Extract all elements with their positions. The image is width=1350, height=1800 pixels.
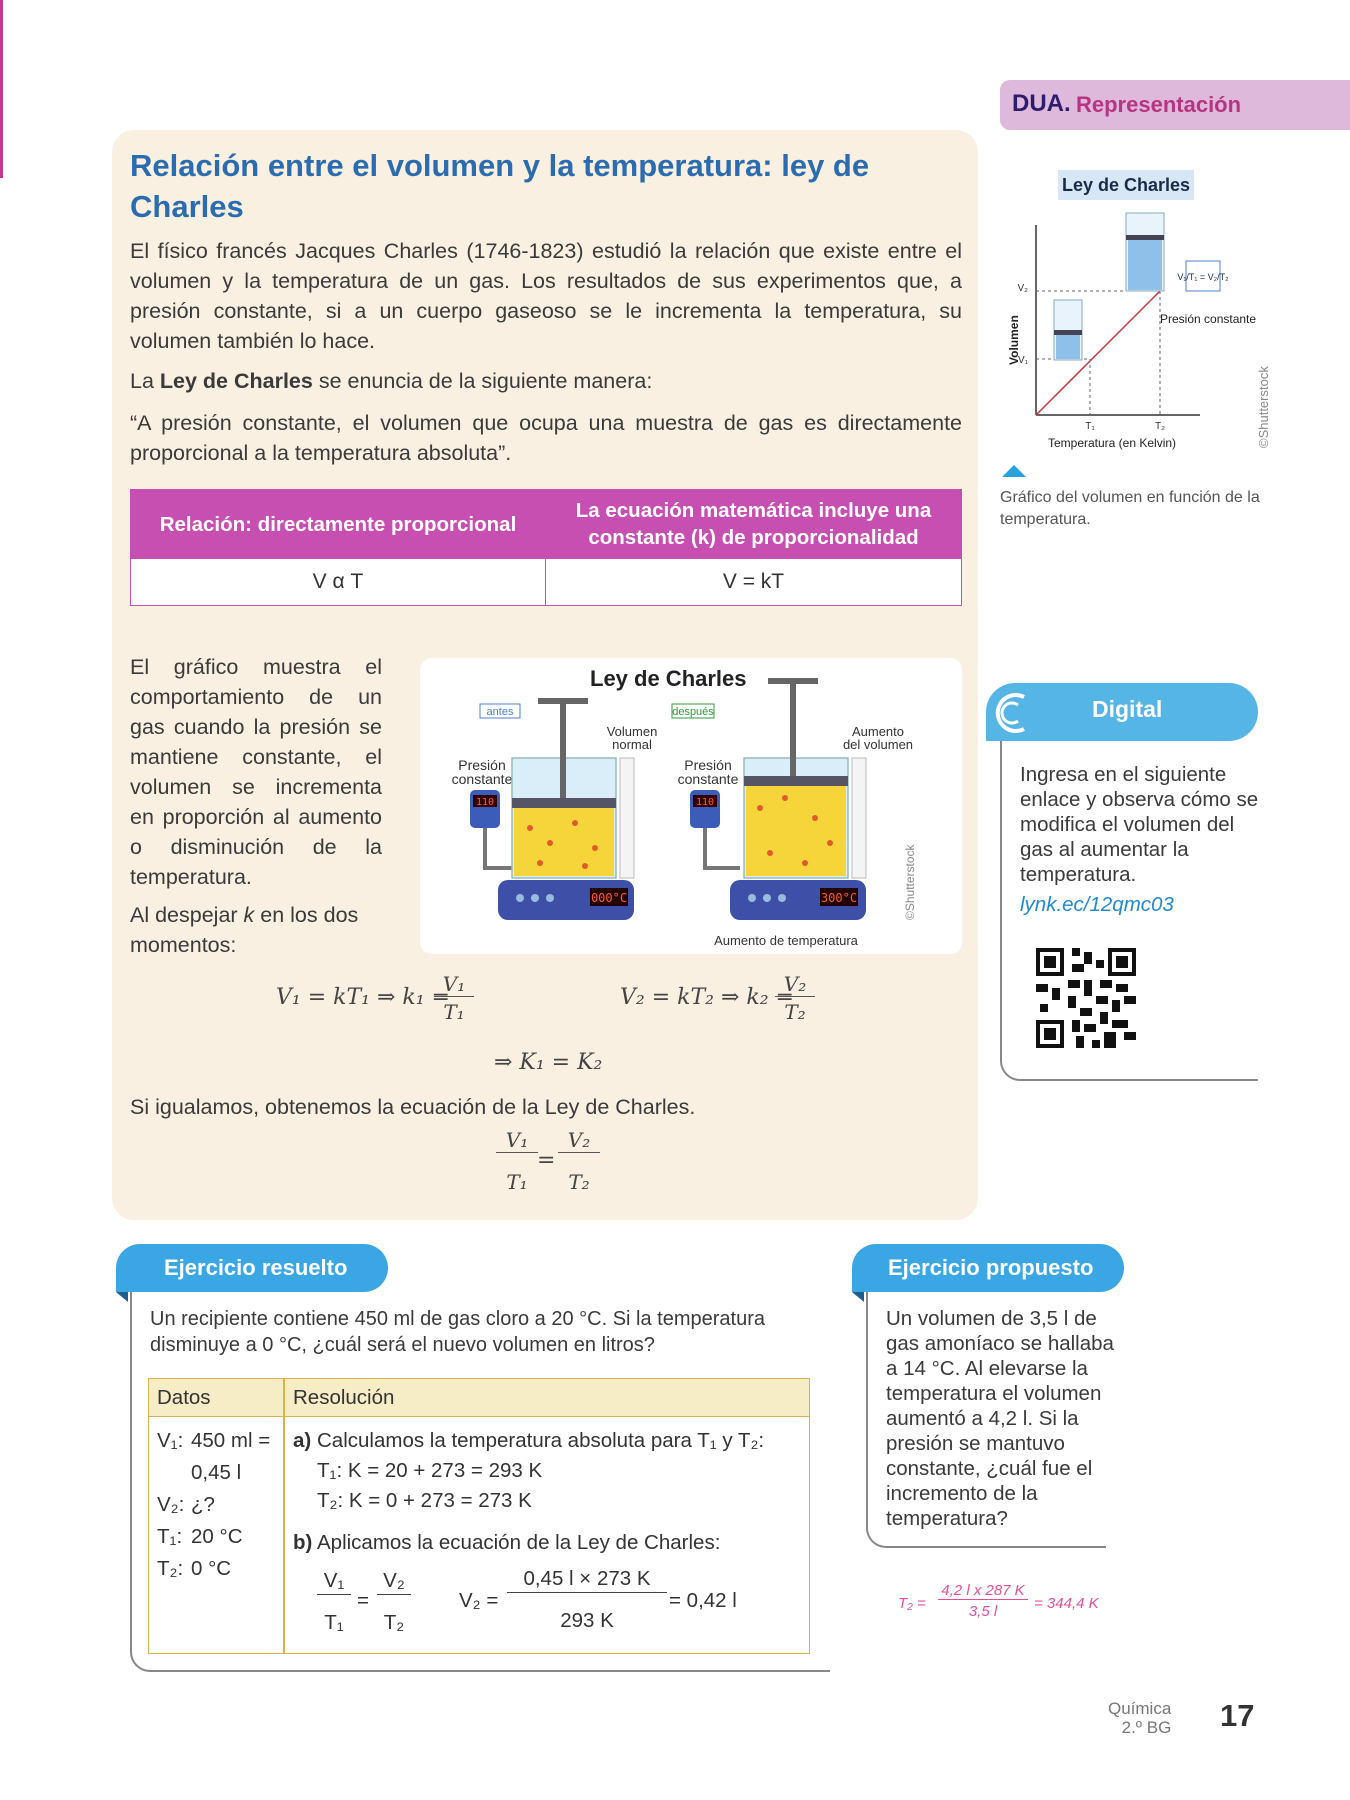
equalize-text: Si igualamos, obtenemos la ecuación de la Ley de Charles. <box>130 1095 696 1119</box>
solve-text: Al despejar k en los dos momentos: <box>130 903 359 957</box>
step-a-label: a) <box>293 1429 312 1452</box>
step-a1: T₁: K = 20 + 273 = 293 K <box>317 1459 543 1482</box>
col-datos: Datos <box>157 1386 211 1409</box>
step-b-label: b) <box>293 1531 313 1554</box>
data-v2-label: V₂: <box>157 1493 185 1516</box>
intro-paragraph: El físico francés Jacques Charles (1746-1823) estudió la relación que existe entre el volumen y la temperatura de un gas. Los resultados de sus experimentos que, a presión constante, si a un cuerpo gaseoso se le incrementa la temperatura, su volumen también lo hace. <box>130 239 962 353</box>
graph-description: El gráfico muestra el comportamiento de un gas cuando la presión se mantiene constante, el volumen se incrementa en proporción al aumento o disminución de la temperatura. <box>130 655 382 889</box>
relation-header-2: La ecuación matemática incluye una constante (k) de proporcionalidad <box>546 490 962 559</box>
step-b-text: Aplicamos la ecuación de la Ley de Charles: <box>317 1531 721 1554</box>
vol-up-a: Aumento <box>851 724 905 739</box>
law-statement-intro: La Ley de Charles se enuncia de la siguiente manera: <box>130 369 653 393</box>
data-t1-label: T₁: <box>157 1525 183 1548</box>
final-equals: = <box>537 1148 556 1173</box>
final-den-2: T₂ <box>568 1170 590 1194</box>
frac-t1: T₁ <box>324 1611 344 1634</box>
piston-2 <box>744 776 848 786</box>
dua-graph-ylabel: Volumen <box>1007 315 1021 365</box>
before-label: antes <box>486 706 514 718</box>
proposed-exercise-statement: Un volumen de 3,5 l de gas amoníaco se hallaba a 14 °C. Al elevarse la temperatura el volumen aumentó a 4,2 l. Si la presión se mantuvo constante, ¿cuál fue el incremento de la temperatura? <box>886 1307 1114 1530</box>
law-quote: “A presión constante, el volumen que ocupa una muestra de gas es directamente proporcional a la temperatura absoluta”. <box>130 411 962 465</box>
dua-graph-xlabel: Temperatura (en Kelvin) <box>1047 436 1177 450</box>
solved-exercise-title: Ejercicio resuelto <box>164 1255 348 1280</box>
gauge-2-value: 110 <box>695 797 715 808</box>
dua-caption: Gráfico del volumen en función de la temperatura. <box>1000 489 1260 528</box>
eq2-num: V₂ <box>775 972 815 997</box>
piston-1 <box>512 798 616 808</box>
temp-1-value: 000°C <box>590 891 628 905</box>
gas-2 <box>746 786 846 876</box>
digital-header <box>986 683 1258 741</box>
dua-graph-formula: V₁/T₁ = V₂/T₂ <box>1177 272 1229 282</box>
dua-label: Representación <box>1076 92 1242 117</box>
pressure-label-2a: Presión <box>684 757 732 773</box>
digital-title: Digital <box>1092 696 1163 722</box>
eq2-den: T₂ <box>784 1000 806 1024</box>
data-resolution-table <box>148 1378 810 1654</box>
gauge-1-value: 110 <box>475 797 495 808</box>
data-t2-value: 0 °C <box>191 1557 232 1580</box>
dua-graph-t1: T₁ <box>1085 421 1095 432</box>
answer-result: = 344,4 K <box>1034 1595 1099 1612</box>
eq1-num: V₁ <box>434 972 474 997</box>
result-value: = 0,42 l <box>669 1589 737 1612</box>
dua-graph-title: Ley de Charles <box>1061 175 1191 195</box>
section-title: Relación entre el volumen y la temperatura: ley de Charles <box>130 148 870 224</box>
illus-title: Ley de Charles <box>590 666 747 691</box>
qr-code-icon[interactable] <box>1036 948 1136 1048</box>
frac-t2: T₂ <box>383 1611 405 1634</box>
dua-graph <box>1000 165 1270 465</box>
result-num: 0,45 l × 273 K <box>507 1565 667 1593</box>
gas-1 <box>514 808 614 876</box>
caption-triangle-icon <box>1002 465 1026 477</box>
digital-link[interactable]: lynk.ec/12qmc03 <box>1020 893 1174 916</box>
temp-2-value: 300°C <box>820 891 858 905</box>
screw-1 <box>560 700 566 798</box>
relation-header-1: Relación: directamente proporcional <box>131 490 546 559</box>
digital-c-icon <box>990 691 1030 735</box>
dua-graph-v2: V₂ <box>1017 283 1028 294</box>
eq1-left: V₁ = kT₁ ⇒ k₁ = <box>276 985 450 1010</box>
digital-text: Ingresa en el siguiente enlace y observa cómo se modifica el volumen del gas al aumentar la temperatura. <box>1020 763 1259 886</box>
data-table-header <box>149 1379 809 1417</box>
dua-tab <box>1000 80 1350 130</box>
data-t2-label: T₂: <box>157 1557 184 1580</box>
proposed-exercise-tab <box>852 1244 1124 1292</box>
answer-den: 3,5 l <box>968 1603 998 1620</box>
vol-up-b: del volumen <box>842 737 914 752</box>
proposed-exercise-title: Ejercicio propuesto <box>888 1255 1094 1280</box>
result-den: 293 K <box>560 1609 614 1632</box>
dua-credit: ©Shutterstock <box>1256 366 1271 448</box>
result-left: V₂ = <box>459 1589 499 1612</box>
step-a2: T₂: K = 0 + 273 = 273 K <box>317 1489 532 1512</box>
data-v1-value2: 0,45 l <box>191 1461 242 1484</box>
final-den-1: T₁ <box>506 1170 528 1194</box>
eq3: ⇒ K₁ = K₂ <box>494 1050 603 1075</box>
data-table-divider <box>283 1379 285 1653</box>
eq1-den: T₁ <box>443 1000 465 1024</box>
final-num-1: V₁ <box>496 1128 538 1153</box>
dua-graph-svg <box>1000 165 1270 465</box>
pressure-label-1a: Presión <box>458 757 506 773</box>
answer-num: 4,2 l x 287 K <box>938 1582 1028 1600</box>
screw-2 <box>790 680 796 776</box>
eq2-left: V₂ = kT₂ ⇒ k₂ = <box>620 985 794 1010</box>
dua-graph-t2: T₂ <box>1155 421 1165 432</box>
pressure-label-2b: constante <box>677 771 739 787</box>
frac-v2: V₂ <box>377 1567 411 1595</box>
answer-left: T₂ = <box>898 1595 926 1612</box>
relation-cell-1: V α T <box>131 559 546 606</box>
relation-table <box>130 489 962 606</box>
dua-graph-pressure: Presión constante <box>1160 312 1257 326</box>
relation-cell-2: V = kT <box>546 559 962 606</box>
data-v2-value: ¿? <box>191 1493 215 1516</box>
col-resolucion: Resolución <box>293 1386 395 1409</box>
data-v1-label: V₁: <box>157 1429 184 1452</box>
charles-law-illustration <box>420 658 962 954</box>
solved-exercise-statement: Un recipiente contiene 450 ml de gas cloro a 20 °C. Si la temperatura disminuye a 0 °C, ¿cuál será el nuevo volumen en litros? <box>150 1308 765 1356</box>
footer-subject: Química 2.º BG <box>1108 1699 1172 1737</box>
illustration-svg <box>420 658 962 954</box>
step-a-text: Calculamos la temperatura absoluta para T₁ y T₂: <box>317 1429 765 1452</box>
dua-graph-v1: V₁ <box>1017 355 1028 366</box>
after-label: después <box>672 706 714 718</box>
temp-increase-label: Aumento de temperatura <box>714 933 858 948</box>
vol-normal-a: Volumen <box>606 724 658 739</box>
final-num-2: V₂ <box>558 1128 600 1153</box>
data-v1-value: 450 ml = <box>191 1429 271 1452</box>
dua-bold: DUA. <box>1012 90 1071 117</box>
left-accent-bar <box>0 0 3 178</box>
frac-equals: = <box>357 1589 369 1612</box>
frac-v1: V₁ <box>317 1567 351 1595</box>
pressure-label-1b: constante <box>451 771 513 787</box>
page-number: 17 <box>1220 1698 1255 1733</box>
solved-exercise-tab <box>116 1244 388 1292</box>
illus-credit: ©Shutterstock <box>903 844 917 920</box>
data-t1-value: 20 °C <box>191 1525 243 1548</box>
vol-normal-b: normal <box>612 737 652 752</box>
